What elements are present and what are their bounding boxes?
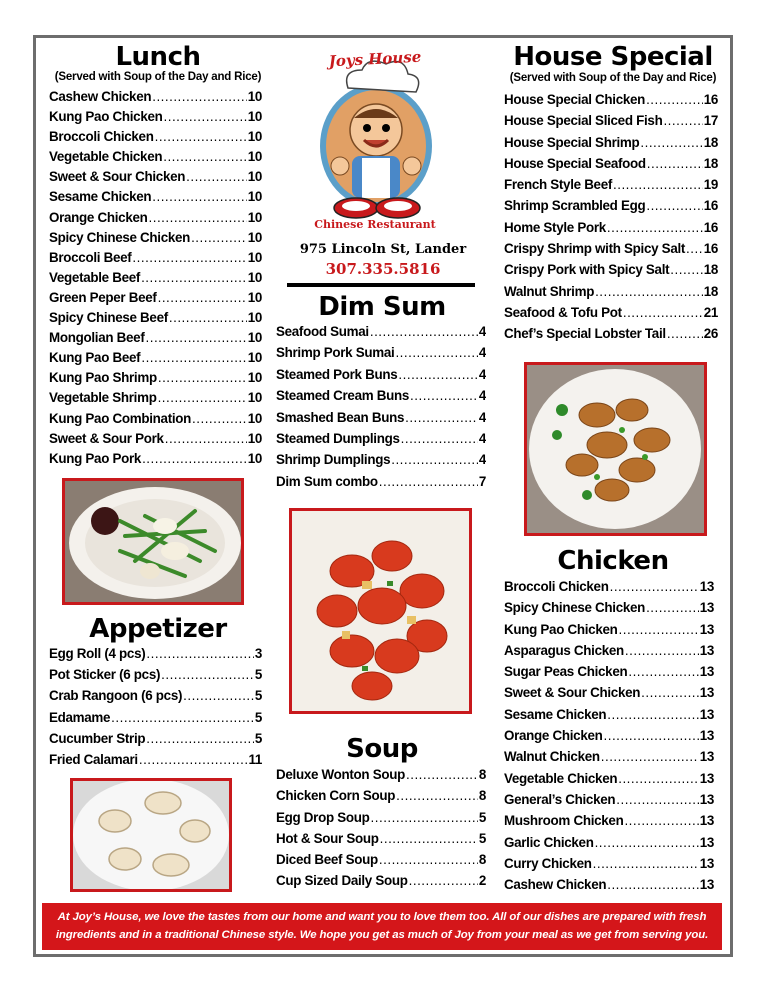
- restaurant-phone[interactable]: 307.335.5816: [325, 260, 441, 278]
- menu-item: [49, 270, 262, 290]
- menu-item-name: Deluxe Wonton Soup: [276, 767, 405, 782]
- menu-item-name: Seafood Sumai: [276, 324, 369, 339]
- menu-item-name: Cucumber Strip: [49, 730, 146, 746]
- menu-item: [504, 643, 714, 664]
- dot-leader: [610, 579, 699, 594]
- menu-item-name: Sweet & Sour Chicken: [504, 685, 641, 701]
- menu-item-price: 11: [248, 751, 262, 767]
- menu-item-name: Steamed Cream Buns: [276, 388, 410, 404]
- dot-leader: [593, 856, 699, 871]
- menu-item-name: Egg Drop Soup: [276, 809, 370, 825]
- crispy-pork-image: [527, 365, 704, 533]
- dot-leader: [646, 600, 699, 615]
- menu-item: [504, 600, 714, 621]
- menu-item-name: Kung Pao Combination: [49, 410, 192, 426]
- menu-item-price: 4: [478, 324, 486, 339]
- menu-item-name: Broccoli Chicken: [49, 129, 154, 145]
- menu-item: [49, 350, 262, 370]
- menu-item: [276, 431, 486, 452]
- dot-leader: [379, 852, 478, 867]
- appetizer-dish-photo: [70, 778, 232, 892]
- menu-item-name: Asparagus Chicken: [504, 642, 624, 658]
- menu-item-price: 8: [478, 788, 486, 804]
- menu-item-name: House Special Sliced Fish: [504, 113, 663, 129]
- restaurant-address: 975 Lincoln St, Lander: [299, 242, 467, 257]
- menu-item: [504, 856, 714, 877]
- menu-item-name: Vegetable Shrimp: [49, 390, 157, 406]
- menu-item: [49, 370, 262, 390]
- dot-leader: [141, 270, 247, 285]
- dot-leader: [624, 813, 698, 828]
- dot-leader: [158, 390, 247, 405]
- menu-item-name: Cup Sized Daily Soup: [276, 873, 408, 889]
- menu-item: [504, 177, 718, 198]
- menu-item: [276, 831, 486, 852]
- menu-item-name: Shrimp Scrambled Egg: [504, 198, 646, 214]
- menu-item-name: Orange Chicken: [504, 728, 603, 744]
- dot-leader: [398, 367, 477, 382]
- menu-item: [49, 250, 262, 270]
- menu-item-name: Kung Pao Pork: [49, 450, 142, 466]
- menu-item-name: House Special Seafood: [504, 155, 646, 171]
- menu-item-price: 26: [703, 326, 718, 342]
- lunch-dish-photo: [62, 478, 244, 605]
- menu-item-price: 4: [478, 409, 486, 425]
- dot-leader: [667, 326, 703, 341]
- lunch-list: [49, 89, 262, 471]
- dot-leader: [613, 177, 703, 192]
- menu-item-price: 5: [254, 709, 262, 725]
- menu-item-price: 13: [699, 770, 714, 786]
- appetizer-title: Appetizer: [89, 614, 227, 644]
- menu-item-price: 19: [703, 177, 718, 193]
- dot-leader: [165, 431, 247, 446]
- dot-leader: [647, 156, 703, 171]
- menu-item-name: Broccoli Chicken: [504, 579, 609, 594]
- lunch-title: Lunch: [115, 42, 201, 72]
- dot-leader: [158, 370, 247, 385]
- menu-item: [504, 749, 714, 770]
- menu-item: [49, 129, 262, 149]
- menu-item-price: 10: [247, 249, 262, 265]
- chicken-list: [504, 579, 714, 898]
- menu-item-price: 2: [478, 873, 486, 889]
- menu-item-name: House Special Chicken: [504, 92, 646, 107]
- menu-item: [504, 284, 718, 305]
- dot-leader: [142, 451, 247, 466]
- menu-item: [276, 388, 486, 409]
- menu-item: [276, 852, 486, 873]
- menu-item-price: 5: [478, 809, 486, 825]
- menu-item-price: 13: [699, 855, 714, 871]
- menu-item: [504, 113, 718, 134]
- logo-name: Joys House: [328, 47, 422, 71]
- menu-item-price: 10: [247, 189, 262, 205]
- menu-item: [276, 767, 486, 788]
- menu-item: [504, 198, 718, 219]
- menu-item-name: Garlic Chicken: [504, 834, 594, 850]
- menu-item-price: 18: [703, 283, 718, 299]
- menu-item-price: 13: [699, 706, 714, 722]
- menu-item-name: Crab Rangoon (6 pcs): [49, 688, 183, 704]
- footer-banner: At Joy’s House, we love the tastes from our home and want you to love them too. All of our dishes are prepared with fresh ingredients and in a traditional Chinese style. We hope you get as much of Joy from your meal as we get from serving you.: [42, 903, 722, 950]
- menu-item: [49, 667, 262, 688]
- dumplings-image: [73, 781, 229, 889]
- menu-item-name: Cashew Chicken: [49, 89, 152, 104]
- dot-leader: [640, 135, 702, 150]
- menu-item-name: Egg Roll (4 pcs): [49, 646, 146, 661]
- dot-leader: [158, 290, 247, 305]
- menu-item: [49, 109, 262, 129]
- menu-item: [276, 788, 486, 809]
- dot-leader: [628, 664, 698, 679]
- menu-item: [276, 324, 486, 345]
- dot-leader: [161, 667, 254, 682]
- menu-item: [504, 220, 718, 241]
- menu-item-name: Walnut Chicken: [504, 749, 600, 765]
- chef-mascot-icon: [300, 48, 450, 238]
- menu-item: [504, 262, 718, 283]
- dot-leader: [141, 350, 246, 365]
- menu-item: [504, 135, 718, 156]
- dot-leader: [686, 241, 703, 256]
- dot-leader: [625, 643, 699, 658]
- menu-item-price: 10: [247, 450, 262, 466]
- dot-leader: [405, 410, 478, 425]
- soup-title: Soup: [346, 734, 418, 764]
- menu-item-name: Shrimp Pork Sumai: [276, 345, 395, 361]
- dot-leader: [391, 452, 478, 467]
- dot-leader: [146, 731, 254, 746]
- menu-item-price: 10: [247, 89, 262, 104]
- dot-leader: [646, 92, 703, 107]
- dot-leader: [149, 210, 247, 225]
- asparagus-dish-image: [65, 481, 241, 602]
- dot-leader: [663, 113, 702, 128]
- dot-leader: [163, 149, 246, 164]
- dot-leader: [623, 305, 703, 320]
- dot-leader: [155, 129, 247, 144]
- menu-item: [504, 792, 714, 813]
- menu-item-name: Green Peper Beef: [49, 289, 157, 305]
- menu-item: [504, 707, 714, 728]
- menu-item-name: Chicken Corn Soup: [276, 788, 396, 804]
- menu-item-price: 10: [247, 410, 262, 426]
- dot-leader: [618, 771, 698, 786]
- dot-leader: [607, 220, 703, 235]
- dot-leader: [379, 474, 478, 489]
- menu-item: [504, 241, 718, 262]
- dot-leader: [139, 752, 248, 767]
- house-special-list: [504, 92, 718, 348]
- menu-item-price: 18: [703, 155, 718, 171]
- menu-item: [49, 390, 262, 410]
- dot-leader: [396, 788, 478, 803]
- menu-item: [504, 579, 714, 600]
- center-dish-photo: [289, 508, 472, 714]
- menu-item-name: Vegetable Chicken: [49, 149, 163, 165]
- menu-item-price: 3: [254, 646, 262, 661]
- dot-leader: [401, 431, 478, 446]
- menu-item-name: French Style Beef: [504, 177, 613, 193]
- menu-item-name: Edamame: [49, 709, 111, 725]
- dot-leader: [619, 622, 699, 637]
- menu-item-price: 10: [247, 289, 262, 305]
- menu-item-price: 16: [703, 241, 718, 257]
- menu-item-name: Vegetable Chicken: [504, 770, 618, 786]
- menu-item: [49, 752, 262, 773]
- dot-leader: [380, 831, 478, 846]
- menu-item: [504, 728, 714, 749]
- dot-leader: [164, 109, 247, 124]
- menu-item-name: Spicy Chinese Chicken: [49, 229, 191, 245]
- menu-item: [504, 771, 714, 792]
- dim-sum-list: [276, 324, 486, 495]
- dot-leader: [132, 250, 246, 265]
- menu-item-name: Home Style Pork: [504, 219, 606, 235]
- house-special-dish-photo: [524, 362, 707, 536]
- menu-item: [276, 410, 486, 431]
- menu-item-name: Cashew Chicken: [504, 877, 607, 893]
- menu-item-name: Sugar Peas Chicken: [504, 664, 628, 680]
- menu-item-price: 10: [247, 209, 262, 225]
- menu-item: [504, 305, 718, 326]
- dot-leader: [410, 388, 478, 403]
- menu-item: [504, 156, 718, 177]
- menu-item-name: Kung Pao Chicken: [49, 109, 163, 125]
- dot-leader: [370, 324, 478, 339]
- menu-item: [276, 474, 486, 495]
- menu-item-name: Pot Sticker (6 pcs): [49, 667, 161, 683]
- menu-item-price: 5: [478, 830, 486, 846]
- menu-item-name: Steamed Dumplings: [276, 430, 400, 446]
- menu-item-price: 10: [247, 269, 262, 285]
- menu-item-name: Seafood & Tofu Pot: [504, 304, 622, 320]
- soup-list: [276, 767, 486, 895]
- menu-item: [276, 873, 486, 894]
- menu-item-price: 5: [254, 688, 262, 704]
- dot-leader: [146, 646, 253, 661]
- dot-leader: [601, 749, 699, 764]
- menu-item: [504, 835, 714, 856]
- menu-item: [504, 664, 714, 685]
- menu-item: [504, 326, 718, 347]
- menu-item: [276, 345, 486, 366]
- menu-item-name: Diced Beef Soup: [276, 852, 378, 868]
- menu-item-price: 10: [247, 430, 262, 446]
- menu-item-price: 13: [699, 579, 714, 594]
- menu-item-price: 5: [254, 730, 262, 746]
- menu-item-name: Kung Pao Beef: [49, 350, 141, 366]
- menu-item-price: 4: [478, 388, 486, 404]
- menu-item: [49, 431, 262, 451]
- menu-item-price: 21: [703, 304, 718, 320]
- menu-item: [49, 169, 262, 189]
- chicken-title: Chicken: [557, 546, 669, 576]
- menu-item-name: Dim Sum combo: [276, 473, 378, 489]
- menu-item: [276, 810, 486, 831]
- menu-item-name: Fried Calamari: [49, 751, 138, 767]
- menu-item: [49, 290, 262, 310]
- menu-item-price: 13: [699, 600, 714, 616]
- menu-item-name: Broccoli Beef: [49, 249, 132, 265]
- menu-item-price: 13: [699, 749, 714, 765]
- menu-item-name: Sesame Chicken: [49, 189, 152, 205]
- menu-item-name: Chef’s Special Lobster Tail: [504, 326, 666, 342]
- dot-leader: [371, 810, 478, 825]
- menu-item-name: Sweet & Sour Pork: [49, 430, 164, 446]
- menu-item-price: 10: [247, 229, 262, 245]
- menu-item-price: 17: [703, 113, 718, 129]
- menu-item-price: 10: [247, 370, 262, 386]
- menu-item-price: 16: [703, 219, 718, 235]
- menu-item-price: 13: [699, 813, 714, 829]
- menu-item-name: Spicy Chinese Chicken: [504, 600, 646, 616]
- menu-item-name: Orange Chicken: [49, 209, 148, 225]
- menu-item: [49, 646, 262, 667]
- dot-leader: [152, 89, 246, 104]
- menu-item: [49, 451, 262, 471]
- menu-item: [49, 189, 262, 209]
- menu-item-price: 13: [699, 877, 714, 893]
- dot-leader: [192, 411, 247, 426]
- menu-item-price: 4: [478, 366, 486, 382]
- dot-leader: [186, 169, 247, 184]
- menu-item-name: Mongolian Beef: [49, 330, 145, 346]
- menu-item: [49, 149, 262, 169]
- menu-item-price: 13: [699, 621, 714, 637]
- menu-item-name: Vegetable Beef: [49, 269, 141, 285]
- menu-item: [49, 330, 262, 350]
- dot-leader: [646, 198, 702, 213]
- menu-item-name: Curry Chicken: [504, 855, 592, 871]
- menu-item-price: 10: [247, 149, 262, 165]
- dot-leader: [146, 330, 247, 345]
- menu-item-name: Crispy Shrimp with Spicy Salt: [504, 241, 686, 257]
- menu-item: [49, 210, 262, 230]
- menu-item: [276, 367, 486, 388]
- restaurant-logo: [300, 48, 450, 238]
- menu-item-name: Walnut Shrimp: [504, 283, 595, 299]
- menu-item-price: 4: [478, 430, 486, 446]
- menu-item-price: 13: [699, 834, 714, 850]
- menu-item-price: 10: [247, 390, 262, 406]
- dot-leader: [670, 262, 702, 277]
- menu-item: [49, 688, 262, 709]
- dim-sum-title: Dim Sum: [318, 292, 446, 322]
- dot-leader: [604, 728, 699, 743]
- appetizer-list: [49, 646, 262, 773]
- dot-leader: [409, 873, 478, 888]
- menu-item: [504, 877, 714, 898]
- menu-item: [49, 230, 262, 250]
- dot-leader: [595, 284, 703, 299]
- menu-item: [504, 92, 718, 113]
- menu-item: [276, 452, 486, 473]
- menu-item-name: Mushroom Chicken: [504, 813, 624, 829]
- menu-item-price: 13: [699, 791, 714, 807]
- menu-item-price: 13: [699, 685, 714, 701]
- menu-item: [49, 710, 262, 731]
- dot-leader: [607, 707, 698, 722]
- house-special-title: House Special: [513, 42, 713, 72]
- dot-leader: [191, 230, 247, 245]
- menu-item-name: General’s Chicken: [504, 791, 616, 807]
- divider: [287, 283, 475, 287]
- menu-item-price: 10: [247, 330, 262, 346]
- menu-item-price: 18: [703, 134, 718, 150]
- menu-item-name: Sweet & Sour Chicken: [49, 169, 186, 185]
- dot-leader: [641, 685, 699, 700]
- menu-item-name: Kung Pao Shrimp: [49, 370, 157, 386]
- menu-item-price: 18: [703, 262, 718, 278]
- dot-leader: [152, 189, 246, 204]
- logo-tagline: Chinese Restaurant: [314, 218, 436, 231]
- menu-item-price: 10: [247, 109, 262, 125]
- menu-item-price: 4: [478, 345, 486, 361]
- menu-item-name: Crispy Pork with Spicy Salt: [504, 262, 670, 278]
- house-special-subtitle: (Served with Soup of the Day and Rice): [509, 72, 717, 84]
- menu-item-price: 10: [247, 129, 262, 145]
- menu-item-name: Steamed Pork Buns: [276, 366, 398, 382]
- menu-item-price: 10: [247, 350, 262, 366]
- sweet-sour-chicken-image: [292, 511, 469, 711]
- dot-leader: [183, 688, 254, 703]
- menu-item-price: 13: [699, 664, 714, 680]
- menu-item: [504, 622, 714, 643]
- menu-item-name: Smashed Bean Buns: [276, 409, 405, 425]
- menu-item-price: 5: [254, 667, 262, 683]
- dot-leader: [406, 767, 478, 782]
- menu-item-name: House Special Shrimp: [504, 134, 640, 150]
- menu-item-price: 10: [247, 169, 262, 185]
- menu-item-price: 4: [478, 452, 486, 468]
- menu-item-price: 8: [478, 767, 486, 782]
- menu-item: [49, 89, 262, 109]
- menu-item: [49, 731, 262, 752]
- menu-item-price: 10: [247, 310, 262, 326]
- menu-item-price: 13: [699, 642, 714, 658]
- dot-leader: [616, 792, 698, 807]
- menu-item: [49, 310, 262, 330]
- menu-item-price: 8: [478, 852, 486, 868]
- menu-item-price: 16: [703, 198, 718, 214]
- menu-item-name: Kung Pao Chicken: [504, 621, 618, 637]
- menu-item-price: 16: [703, 92, 718, 107]
- dot-leader: [595, 835, 699, 850]
- dot-leader: [111, 710, 254, 725]
- lunch-subtitle: (Served with Soup of the Day and Rice): [54, 71, 262, 83]
- menu-item-name: Shrimp Dumplings: [276, 452, 391, 468]
- menu-item-price: 7: [478, 473, 486, 489]
- menu-item-name: Sesame Chicken: [504, 706, 607, 722]
- menu-item-price: 13: [699, 728, 714, 744]
- dot-leader: [169, 310, 247, 325]
- dot-leader: [395, 345, 477, 360]
- menu-item: [504, 813, 714, 834]
- menu-item: [504, 685, 714, 706]
- menu-item-name: Hot & Sour Soup: [276, 830, 379, 846]
- dot-leader: [607, 877, 698, 892]
- menu-item-name: Spicy Chinese Beef: [49, 310, 168, 326]
- menu-item: [49, 411, 262, 431]
